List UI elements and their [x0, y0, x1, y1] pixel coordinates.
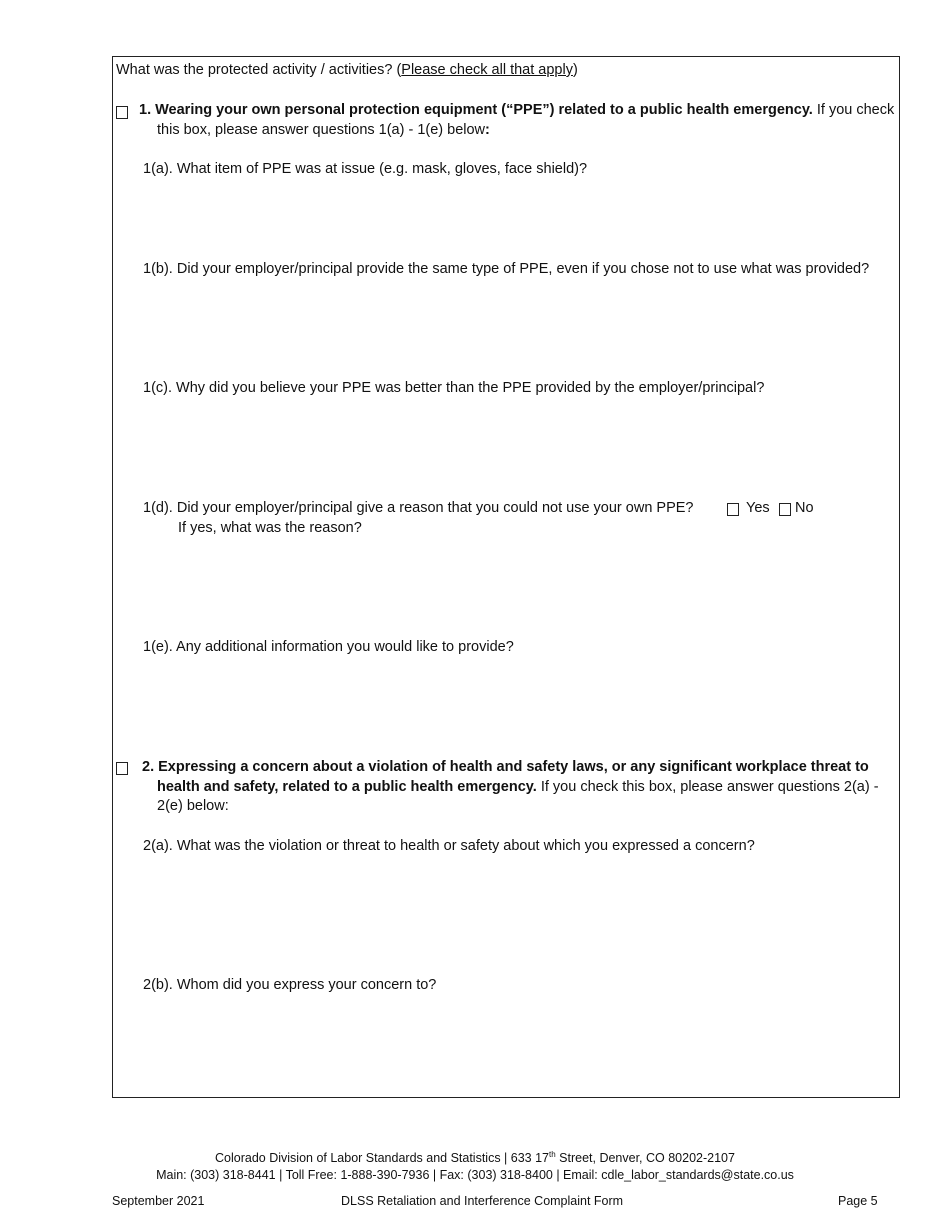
footer-contact: Main: (303) 318-8441 | Toll Free: 1-888-390-7936 | Fax: (303) 318-8400 | Email: cdle_labor_standards@state.co.us — [156, 1168, 794, 1182]
section2-heading-bold: health and safety, related to a public health emergency. — [157, 779, 537, 795]
footer-date: September 2021 — [112, 1194, 205, 1208]
question-2b: 2(b). Whom did you express your concern to? — [143, 977, 437, 993]
section1-heading — [139, 101, 894, 120]
footer-address-sup: th — [549, 1149, 556, 1159]
footer-address — [0, 1150, 950, 1167]
health-safety-concern-checkbox[interactable] — [116, 762, 128, 775]
complaint-form-box — [112, 56, 900, 1098]
question-1d-yes-checkbox[interactable] — [727, 503, 739, 516]
question-1e: 1(e). Any additional information you would like to provide? — [143, 639, 514, 655]
question-2a: 2(a). What was the violation or threat to health or safety about which you expressed a concern? — [143, 838, 755, 854]
section1-instruction-text: this box, please answer questions 1(a) - 1(e) below — [157, 122, 486, 138]
protected-activity-prompt — [116, 61, 578, 80]
question-1c: 1(c). Why did you believe your PPE was better than the PPE provided by the employer/principal? — [143, 380, 765, 396]
section1-heading-rest: If you check — [812, 102, 895, 118]
question-1d-no-checkbox[interactable] — [779, 503, 791, 516]
prompt-text: What was the protected activity / activities? ( — [116, 62, 402, 78]
footer-address-post: Street, Denver, CO 80202-2107 — [555, 1151, 735, 1165]
footer-page-number: Page 5 — [838, 1194, 878, 1208]
section2-heading-line2 — [157, 778, 879, 797]
check-all-instruction: Please check all that apply — [401, 62, 573, 78]
question-1d: 1(d). Did your employer/principal give a reason that you could not use your own PPE? — [143, 500, 694, 516]
section1-instruction — [157, 121, 490, 140]
section1-heading-bold: 1. Wearing your own personal protection equipment (“PPE”) related to a public health emergency. — [139, 102, 813, 118]
section2-heading-rest: If you check this box, please answer questions 2(a) - — [536, 779, 879, 795]
question-1b: 1(b). Did your employer/principal provide the same type of PPE, even if you chose not to use what was provided? — [143, 261, 870, 277]
question-1a: 1(a). What item of PPE was at issue (e.g. mask, gloves, face shield)? — [143, 161, 588, 177]
section1-instruction-colon: : — [485, 122, 490, 138]
prompt-close: ) — [572, 62, 578, 78]
question-1d-no-label: No — [795, 500, 814, 516]
section2-instruction: 2(e) below: — [157, 798, 229, 814]
question-1d-followup: If yes, what was the reason? — [178, 520, 362, 536]
question-1d-yes-label: Yes — [746, 500, 770, 516]
footer-form-name: DLSS Retaliation and Interference Complaint Form — [341, 1194, 624, 1208]
ppe-activity-checkbox[interactable] — [116, 106, 128, 119]
section2-heading-line1: 2. Expressing a concern about a violation of health and safety laws, or any significant workplace threat to — [142, 759, 869, 775]
footer-address-pre: Colorado Division of Labor Standards and Statistics | 633 17 — [215, 1151, 550, 1165]
